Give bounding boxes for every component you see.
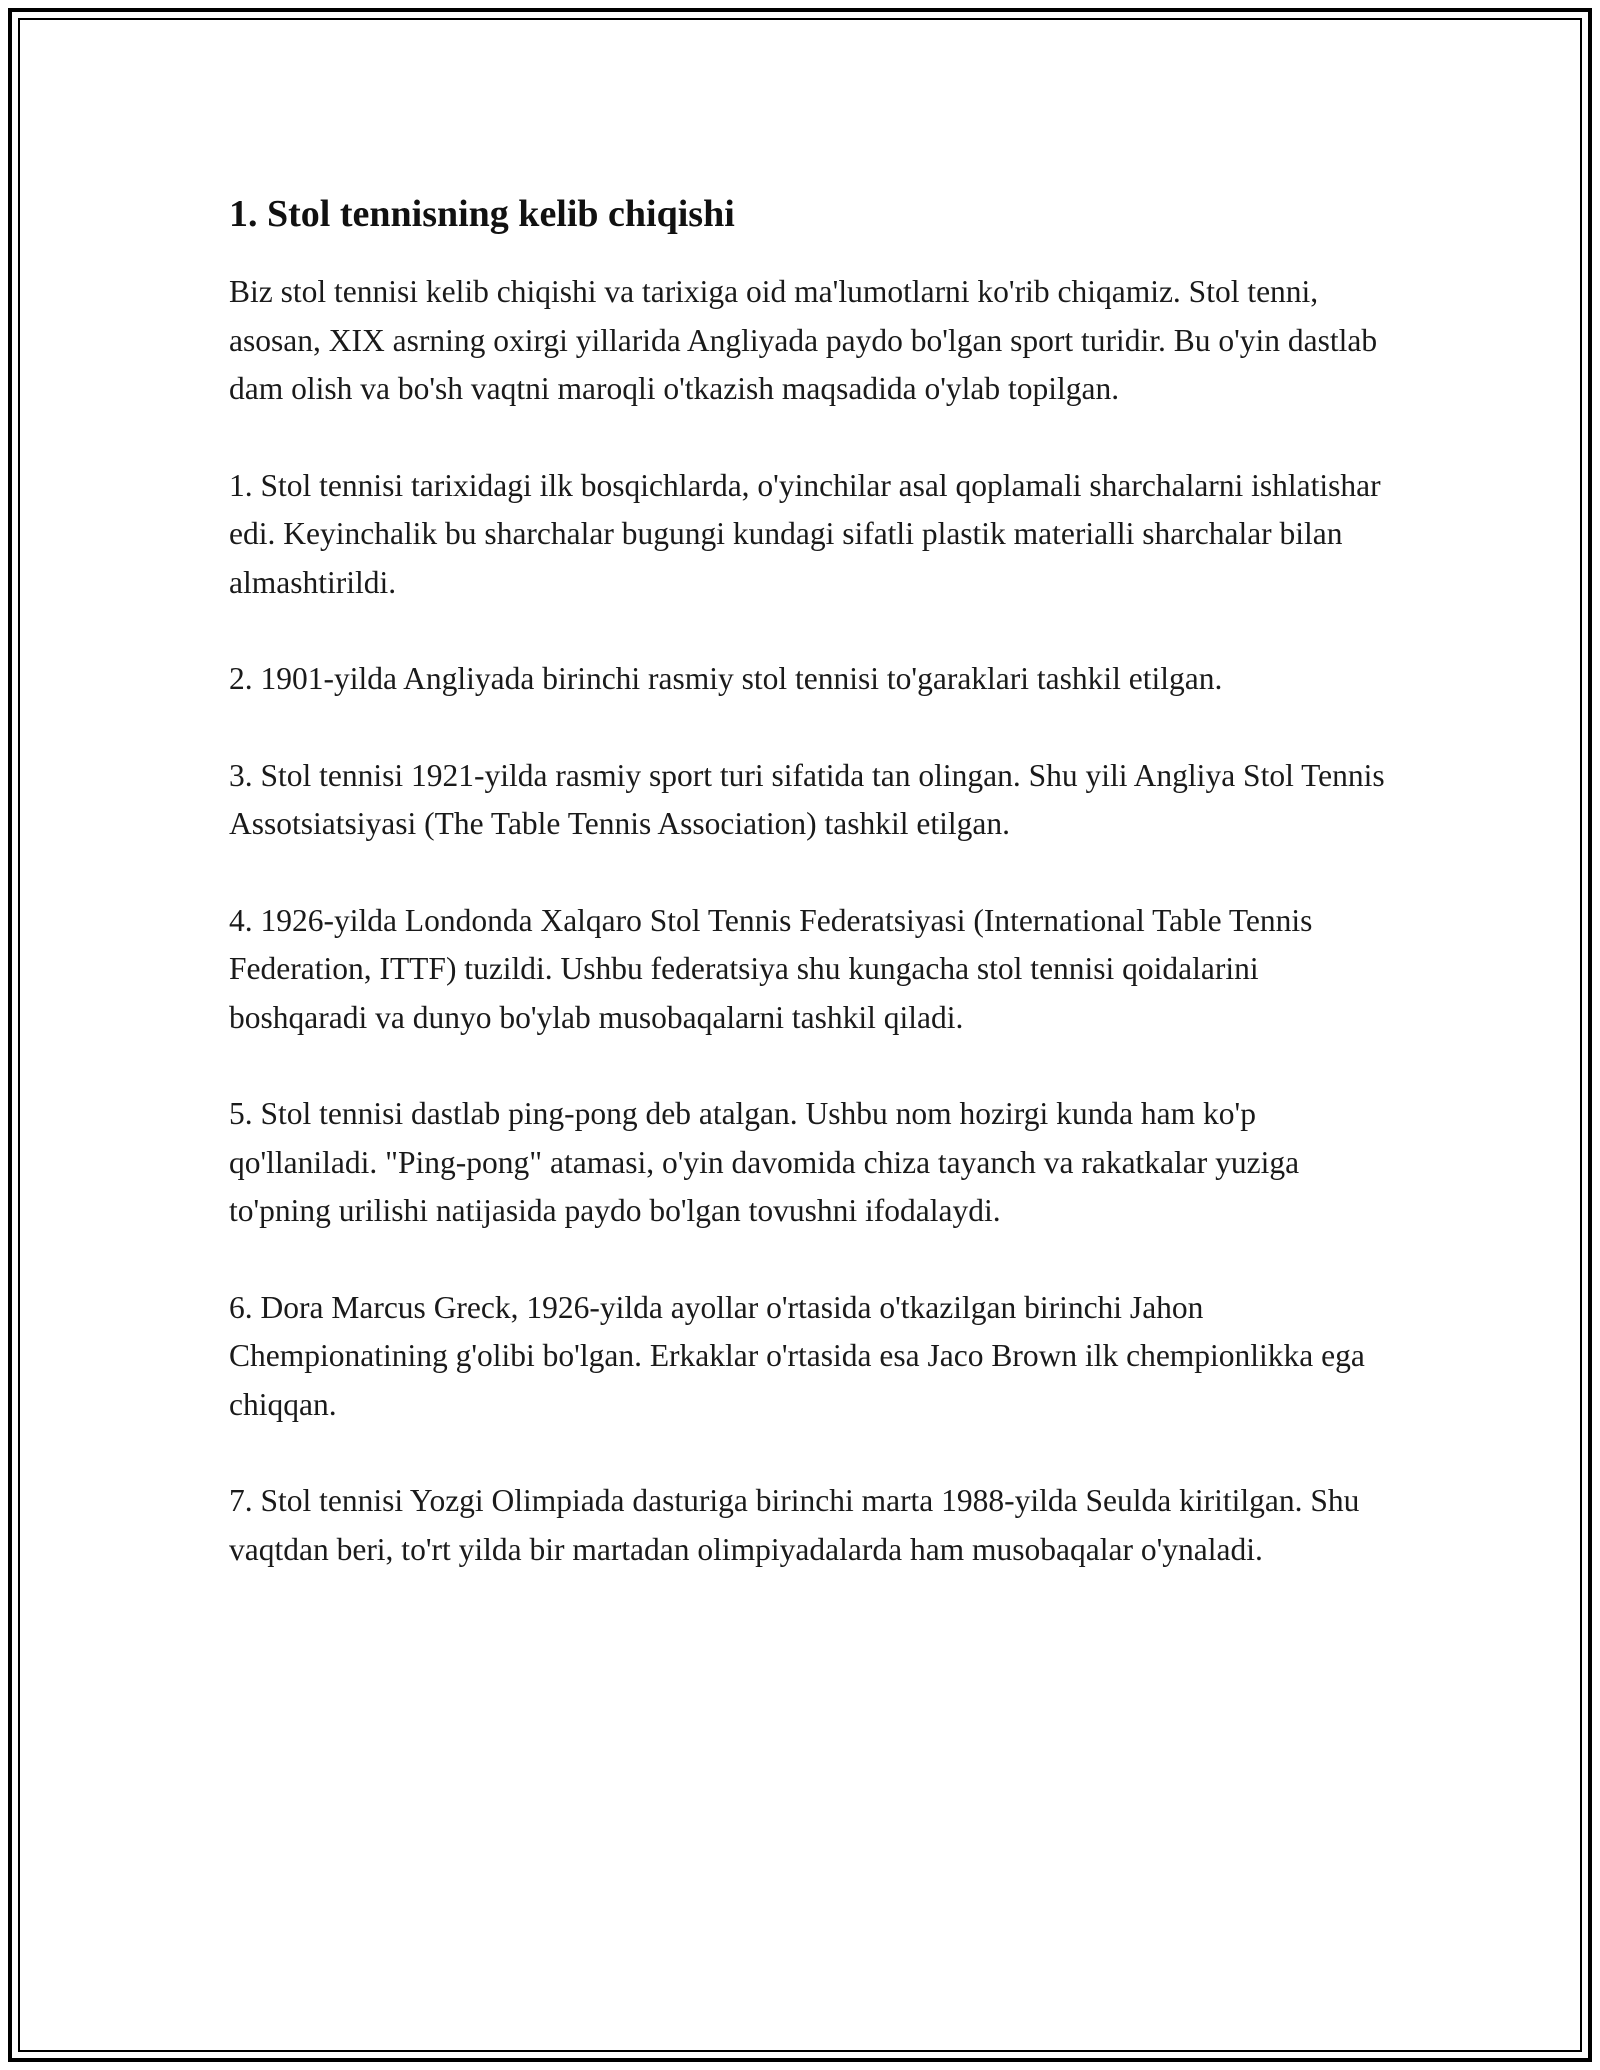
- fact-paragraph-6: 6. Dora Marcus Greck, 1926-yilda ayollar o'rtasida o'tkazilgan birinchi Jahon Chempionatining g'olibi bo'lgan. Erkaklar o'rtasida esa Jaco Brown ilk chempionlikka ega chiqqan.: [229, 1289, 1365, 1422]
- fact-paragraph-5: 5. Stol tennisi dastlab ping-pong deb atalgan. Ushbu nom hozirgi kunda ham ko'p qo'llaniladi. "Ping-pong" atamasi, o'yin davomida chiza tayanch va rakatkalar yuziga to'pning urilishi natijasida paydo bo'lgan tovushni ifodalaydi.: [229, 1096, 1300, 1228]
- fact-paragraph-7: 7. Stol tennisi Yozgi Olimpiada dasturiga birinchi marta 1988-yilda Seulda kiritilgan. Shu vaqtdan beri, to'rt yilda bir martadan olimpiyadalarda ham musobaqalar o'ynaladi.: [229, 1483, 1360, 1567]
- fact-paragraph-4: 4. 1926-yilda Londonda Xalqaro Stol Tennis Federatsiyasi (International Table Tennis Federation, ITTF) tuzildi. Ushbu federatsiya shu kungacha stol tennisi qoidalarini boshqaradi va dunyo bo'ylab musobaqalarni tashkil qiladi.: [229, 902, 1313, 1035]
- section-heading: 1. Stol tennisning kelib chiqishi: [229, 193, 735, 235]
- fact-paragraph-1: 1. Stol tennisi tarixidagi ilk bosqichlarda, o'yinchilar asal qoplamali sharchalarni ishlatishar edi. Keyinchalik bu sharchalar bugungi kundagi sifatli plastik materialli sharchalar bilan almashtirildi.: [229, 467, 1381, 600]
- intro-paragraph: Biz stol tennisi kelib chiqishi va tarixiga oid ma'lumotlarni ko'rib chiqamiz. Stol tenni, asosan, XIX asrning oxirgi yillarida Angliyada paydo bo'lgan sport turidir. Bu o'yin dastlab dam olish va bo'sh vaqtni maroqli o'tkazish maqsadida o'ylab topilgan.: [229, 274, 1378, 406]
- document-body: [229, 188, 1389, 1622]
- fact-paragraph-2: 2. 1901-yilda Angliyada birinchi rasmiy stol tennisi to'garaklari tashkil etilgan.: [229, 661, 1223, 696]
- fact-paragraph-3: 3. Stol tennisi 1921-yilda rasmiy sport turi sifatida tan olingan. Shu yili Angliya Stol Tennis Assotsiatsiyasi (The Table Tennis Association) tashkil etilgan.: [229, 757, 1385, 841]
